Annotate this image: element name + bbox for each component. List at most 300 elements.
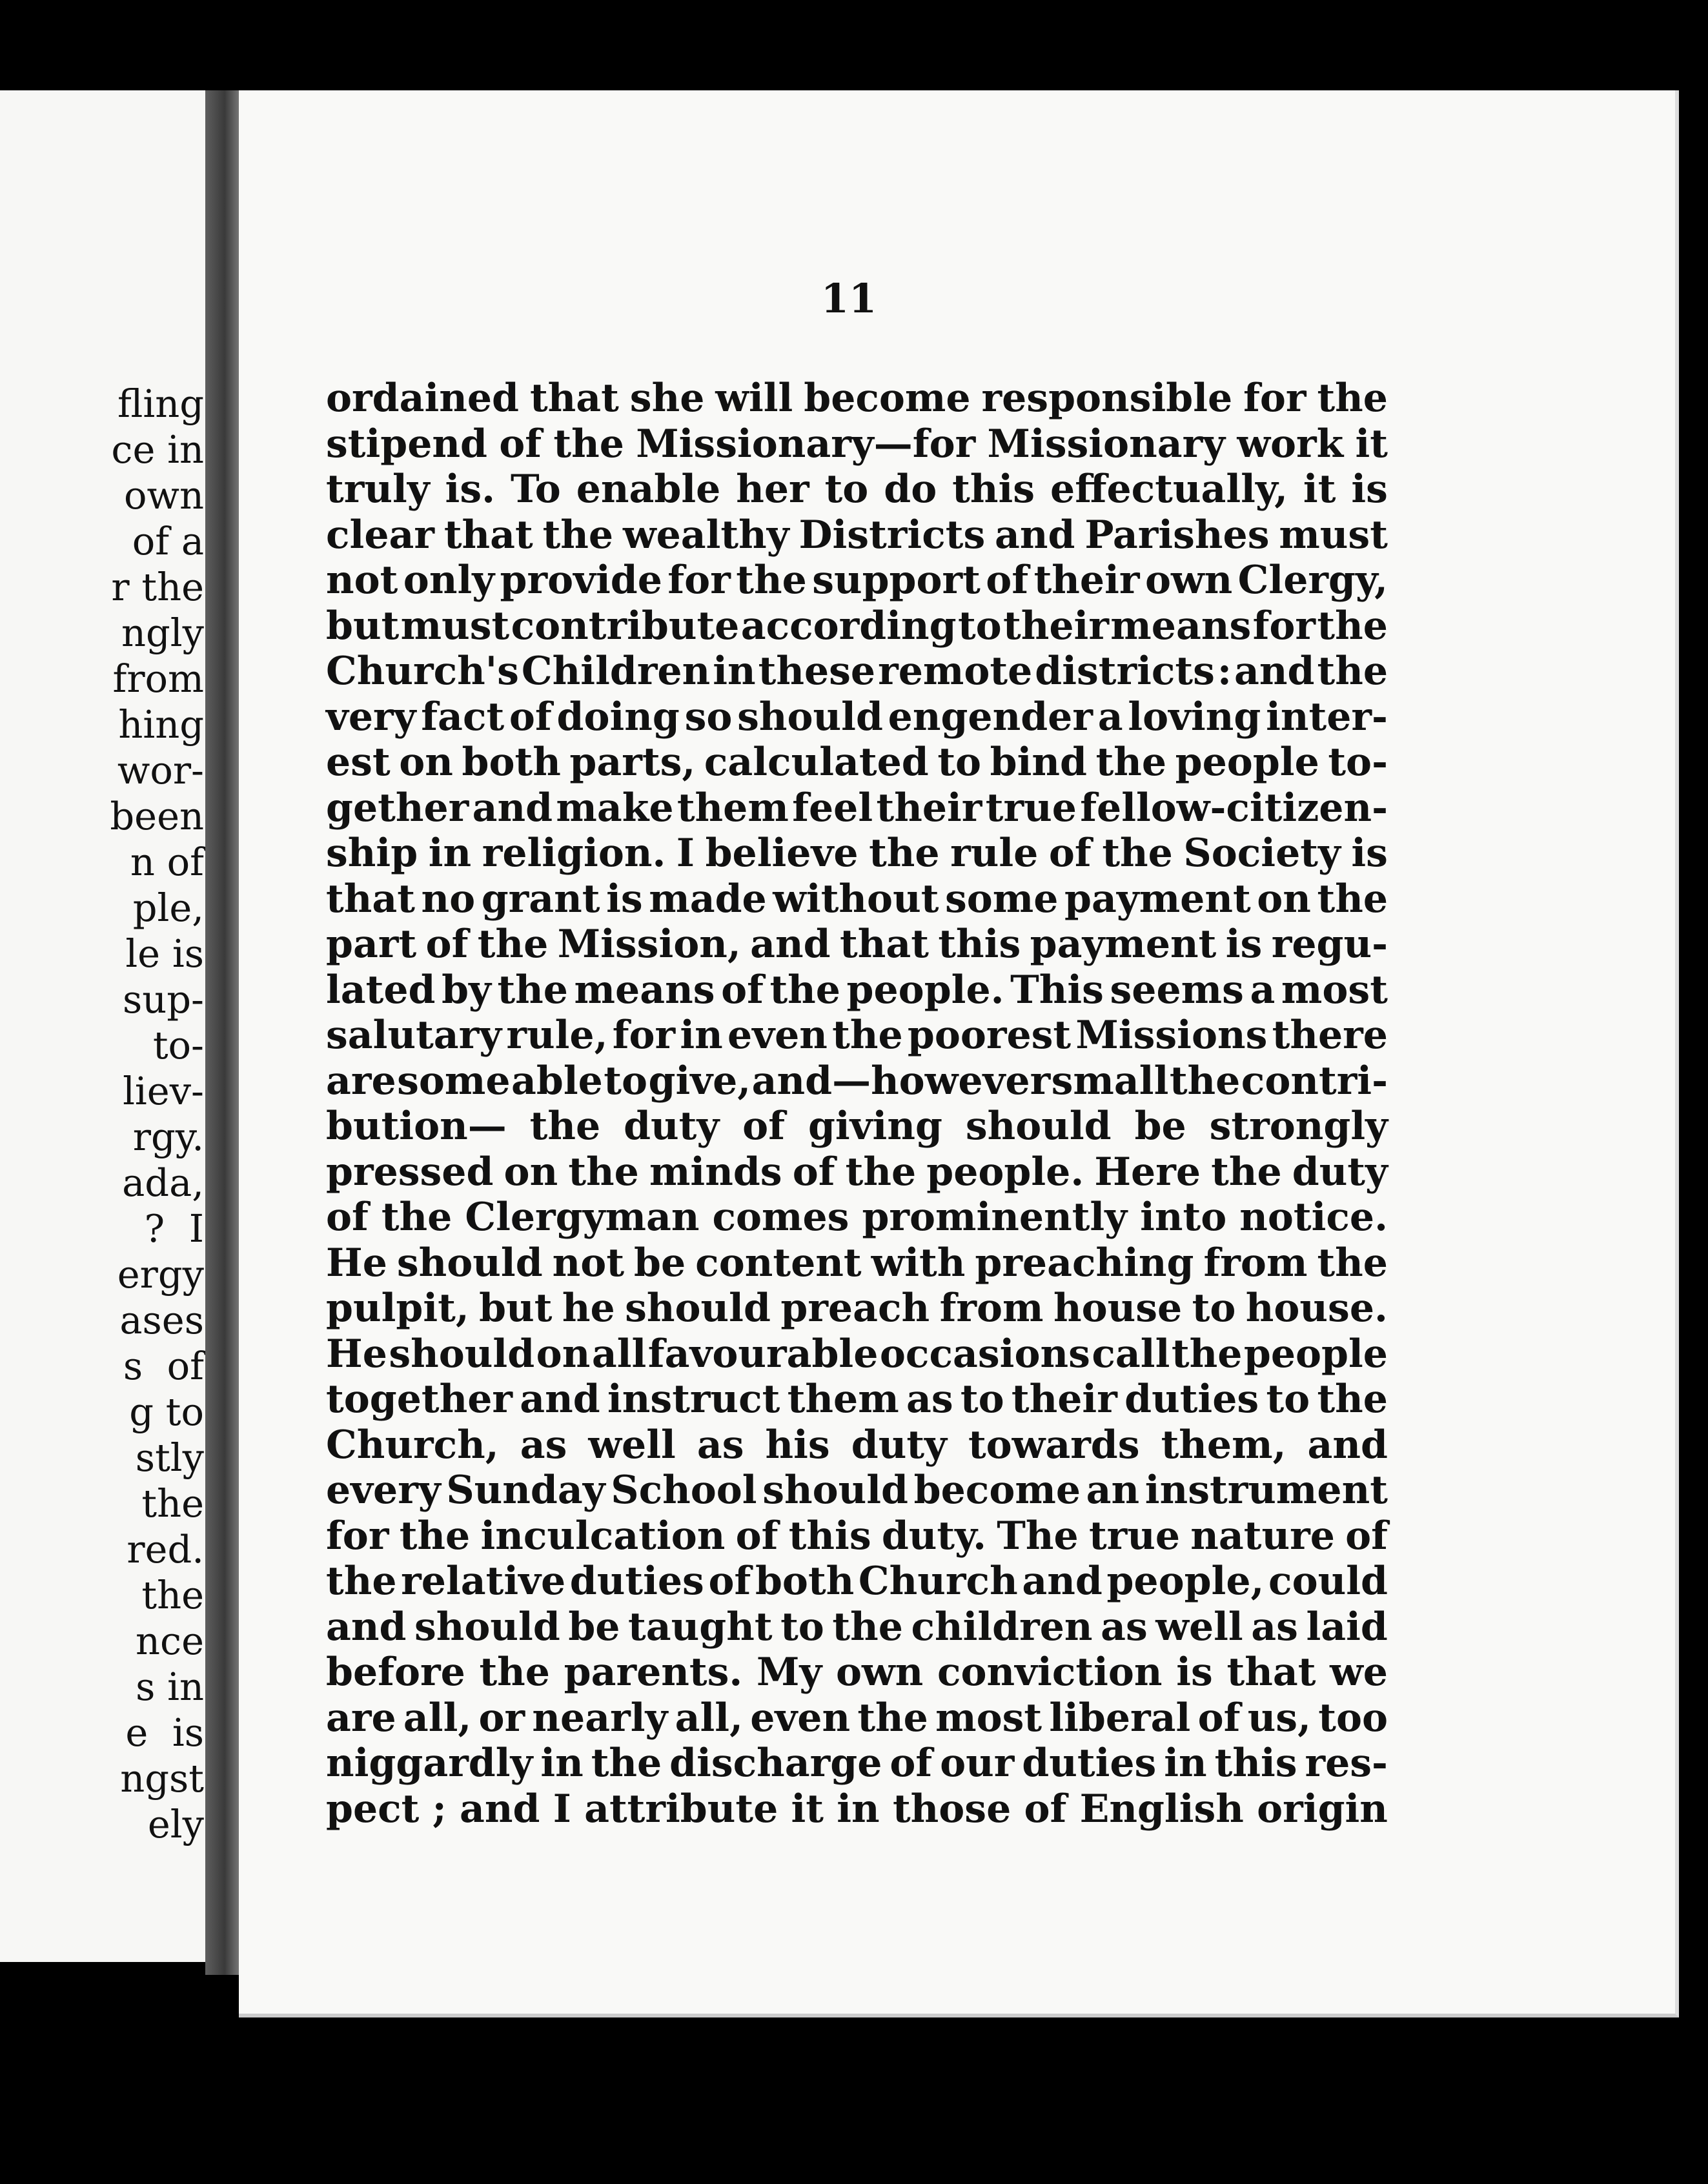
word: for [326, 1513, 389, 1559]
left-page-fragment-line: r the [111, 565, 204, 609]
word: our [940, 1741, 1015, 1786]
word: should [414, 1604, 560, 1650]
word: bution— [326, 1104, 507, 1149]
text-line [326, 1468, 1388, 1513]
word: preaching [975, 1240, 1194, 1286]
word: bind [990, 740, 1087, 785]
word: and [1022, 1559, 1103, 1604]
word: it [791, 1786, 824, 1832]
word: fellow-citizen- [1080, 785, 1388, 831]
word: duties [1124, 1377, 1259, 1422]
word: payment [1030, 922, 1217, 967]
word: the [1317, 1377, 1388, 1422]
word: pect [326, 1786, 420, 1832]
left-page-fragment-line: the [141, 1573, 204, 1617]
word: the [326, 1559, 397, 1604]
word: rule [950, 831, 1039, 876]
text-line [326, 876, 1388, 922]
word: as [1251, 1604, 1298, 1650]
word: the [869, 831, 940, 876]
word: the [1211, 1149, 1282, 1195]
text-line [326, 1513, 1388, 1559]
word: well [588, 1422, 676, 1468]
word: rule, [506, 1013, 608, 1058]
word: could [1268, 1559, 1388, 1604]
left-page [0, 90, 213, 1962]
word: should [625, 1286, 771, 1331]
text-line [326, 1013, 1388, 1058]
word: his [765, 1422, 830, 1468]
word: the [1102, 831, 1173, 876]
word: lated [326, 967, 436, 1013]
word: part [326, 922, 417, 967]
word: est [326, 740, 391, 785]
word: of [509, 694, 552, 740]
word: most [1281, 967, 1388, 1013]
word: of [986, 558, 1029, 603]
word: giving [808, 1104, 942, 1149]
word: for [667, 558, 731, 603]
text-line [326, 1422, 1388, 1468]
word: inculcation [480, 1513, 726, 1559]
word: the [769, 967, 840, 1013]
word: Mission, [557, 922, 741, 967]
text-line [326, 785, 1388, 831]
word: well [1155, 1604, 1243, 1650]
word: of [326, 1195, 369, 1240]
word: the [857, 1695, 928, 1741]
left-page-fragment-line: of a [132, 519, 204, 563]
text-line [326, 1650, 1388, 1695]
word: and [460, 1786, 540, 1832]
word: the [1169, 1058, 1241, 1104]
word: that [443, 512, 533, 558]
word: become [804, 376, 971, 421]
word: to [1192, 1286, 1236, 1331]
word: from [939, 1286, 1044, 1331]
word: there [1272, 1013, 1388, 1058]
word: the [568, 1149, 639, 1195]
word: remote [878, 649, 1033, 694]
word: some [397, 1058, 511, 1104]
word: their [1033, 558, 1140, 603]
word: Clergyman [465, 1195, 700, 1240]
text-line [326, 558, 1388, 603]
word: are [326, 1058, 396, 1104]
word: enable [576, 467, 721, 512]
word: calculated [704, 740, 929, 785]
word: laid [1306, 1604, 1388, 1650]
word: on [1257, 876, 1311, 922]
word: of [742, 1104, 786, 1149]
word: should [762, 1468, 909, 1513]
book-gutter [205, 90, 244, 1975]
word: of [890, 1741, 933, 1786]
word: we [1330, 1650, 1388, 1695]
word: the [845, 1149, 917, 1195]
word: should [737, 694, 883, 740]
left-page-fragment-line: ngly [121, 611, 204, 655]
text-line [326, 376, 1388, 421]
word: Missions [1075, 1013, 1268, 1058]
word: both [755, 1559, 855, 1604]
word: without [773, 876, 939, 922]
word: This [1010, 967, 1104, 1013]
text-line [326, 922, 1388, 967]
word: should [396, 1240, 543, 1286]
word: the [1095, 740, 1167, 785]
word: and [326, 1604, 407, 1650]
word: means [574, 967, 715, 1013]
word: the [529, 1104, 601, 1149]
text-line [326, 1058, 1388, 1104]
word: will [715, 376, 793, 421]
left-page-fragment-line: the [141, 1481, 204, 1526]
word: in [428, 831, 472, 876]
word: for [1252, 603, 1316, 649]
word: the [1317, 876, 1388, 922]
word: on [399, 740, 453, 785]
word: it [1355, 421, 1388, 467]
word: liberal [1049, 1695, 1191, 1741]
word: should [389, 1331, 535, 1377]
word: to [824, 467, 869, 512]
word: engender [888, 694, 1093, 740]
word: their [1003, 603, 1109, 649]
word: of [708, 1559, 751, 1604]
word: able [511, 1058, 603, 1104]
word: the [1317, 603, 1388, 649]
left-page-fragment-line: nce [136, 1619, 204, 1663]
word: ship [326, 831, 418, 876]
word: from [1203, 1240, 1308, 1286]
word: of [721, 967, 764, 1013]
word: preach [780, 1286, 930, 1331]
text-line [326, 1559, 1388, 1604]
word: duties [1022, 1741, 1157, 1786]
word: that [840, 922, 929, 967]
word: duty [624, 1104, 720, 1149]
left-page-fragment-line: hing [118, 702, 204, 747]
word: not [326, 558, 398, 603]
word: the [477, 922, 549, 967]
text-line [326, 1377, 1388, 1422]
word: even [727, 1013, 828, 1058]
word: on [503, 1149, 558, 1195]
word: districts [1035, 649, 1215, 694]
text-line [326, 740, 1388, 785]
word: children [911, 1604, 1093, 1650]
word: prominently [862, 1195, 1128, 1240]
word: so [684, 694, 733, 740]
word: is [1351, 467, 1388, 512]
word: of [792, 1149, 835, 1195]
word: niggardly [326, 1741, 533, 1786]
word: not [552, 1240, 625, 1286]
word: this [938, 922, 1021, 967]
word: feel [792, 785, 873, 831]
word: their [876, 785, 982, 831]
left-page-fragment-line: to- [152, 1023, 204, 1067]
word: Parishes [1084, 512, 1270, 558]
word: a [1250, 967, 1276, 1013]
word: together [326, 1377, 513, 1422]
word: instruct [607, 1377, 780, 1422]
left-page-fragment-line: s in [136, 1664, 204, 1709]
word: loving [1128, 694, 1261, 740]
word: duty. [881, 1513, 987, 1559]
word: wealthy [622, 512, 789, 558]
text-line [326, 1695, 1388, 1741]
page-number: 11 [820, 275, 877, 322]
left-page-fragment-line: liev- [123, 1069, 204, 1113]
word: house. [1245, 1286, 1388, 1331]
word: English [1079, 1786, 1244, 1832]
word: their [1011, 1377, 1117, 1422]
word: of [1024, 1786, 1067, 1832]
word: us, [1247, 1695, 1311, 1741]
word: the [1317, 376, 1388, 421]
left-page-fragment-line: ergy [117, 1252, 204, 1297]
left-page-fragment-line: from [112, 656, 204, 701]
word: ; [432, 1786, 447, 1832]
word: nearly [532, 1695, 668, 1741]
word: the [1317, 649, 1388, 694]
word: that [1226, 1650, 1316, 1695]
word: stipend [326, 421, 487, 467]
word: of [735, 1513, 778, 1559]
text-line [326, 694, 1388, 740]
word: fact [421, 694, 505, 740]
word: this [1214, 1741, 1297, 1786]
word: To [510, 467, 561, 512]
word: in [680, 1013, 723, 1058]
text-line [326, 467, 1388, 512]
word: people. [926, 1149, 1084, 1195]
word: doing [556, 694, 680, 740]
text-line [326, 1149, 1388, 1195]
word: effectually, [1050, 467, 1288, 512]
word: ordained [326, 376, 520, 421]
word: with [871, 1240, 966, 1286]
left-page-fragment-line: ely [147, 1802, 204, 1846]
word: support [812, 558, 981, 603]
word: poorest [907, 1013, 1072, 1058]
left-page-fragment-line: rgy. [132, 1115, 204, 1159]
word: religion. [482, 831, 666, 876]
left-page-fragment-line: le is [125, 931, 204, 976]
word: made [649, 876, 767, 922]
word: own [835, 1650, 924, 1695]
word: very [326, 694, 416, 740]
word: to [960, 1377, 1004, 1422]
left-page-fragment-line: ada, [122, 1160, 204, 1205]
word: all, [675, 1695, 743, 1741]
text-line [326, 1286, 1388, 1331]
word: and [520, 1377, 600, 1422]
word: the [832, 1604, 903, 1650]
left-page-fragment-line: own [123, 473, 204, 518]
word: Church's [326, 649, 519, 694]
word: grant [481, 876, 600, 922]
word: origin [1257, 1786, 1388, 1832]
word: her [736, 467, 809, 512]
word: be [634, 1240, 686, 1286]
word: as [520, 1422, 567, 1468]
word: truly [326, 467, 430, 512]
word: do [884, 467, 937, 512]
word: believe [705, 831, 859, 876]
left-page-fragment-line: red. [127, 1527, 204, 1572]
word: own [1144, 558, 1233, 603]
left-page-fragment-line: s of [123, 1344, 204, 1388]
word: both [462, 740, 561, 785]
word: inter- [1266, 694, 1388, 740]
word: parts, [569, 740, 696, 785]
word: Missionary—for [636, 421, 976, 467]
word: My [757, 1650, 822, 1695]
word: no [421, 876, 476, 922]
word: Districts [798, 512, 986, 558]
word: instrument [1144, 1468, 1388, 1513]
word: duty [1292, 1149, 1388, 1195]
word: regu- [1271, 922, 1388, 967]
word: but [326, 603, 400, 649]
word: Society [1183, 831, 1341, 876]
word: Sunday [446, 1468, 605, 1513]
word: of [1197, 1695, 1241, 1741]
word: is [606, 876, 643, 922]
word: an [1086, 1468, 1140, 1513]
word: for [612, 1013, 676, 1058]
text-line [326, 1195, 1388, 1240]
word: must [1279, 512, 1388, 558]
word: provide [500, 558, 662, 603]
word: in [540, 1741, 584, 1786]
word: conviction [937, 1650, 1163, 1695]
left-page-fragment-line: sup- [123, 977, 204, 1022]
word: to [957, 603, 1002, 649]
word: in [713, 649, 756, 694]
word: to- [1328, 740, 1388, 785]
word: according [740, 603, 957, 649]
word: contribute [511, 603, 740, 649]
word: duties [569, 1559, 704, 1604]
word: or [478, 1695, 525, 1741]
word: to [604, 1058, 648, 1104]
left-page-fragment-line: g to [129, 1390, 204, 1434]
word: the [736, 558, 807, 603]
word: into [1140, 1195, 1227, 1240]
word: a [1097, 694, 1123, 740]
word: work [1237, 421, 1344, 467]
word: the [553, 421, 624, 467]
word: Here [1094, 1149, 1201, 1195]
word: Clergy, [1237, 558, 1388, 603]
word: for [1243, 376, 1306, 421]
body-text [326, 376, 1388, 1832]
word: these [758, 649, 876, 694]
word: must [400, 603, 510, 649]
word: it [1303, 467, 1336, 512]
word: the [399, 1513, 471, 1559]
word: every [326, 1468, 441, 1513]
word: as [696, 1422, 744, 1468]
left-page-fragment-line: been [110, 794, 204, 838]
word: that [326, 876, 415, 922]
left-page-fragment-line: n of [130, 840, 204, 884]
left-page-fragment-line: ngst [120, 1756, 204, 1801]
word: responsible [981, 376, 1233, 421]
word: but [479, 1286, 553, 1331]
left-page-fragment-line: ce in [111, 427, 204, 472]
left-page-fragment-line: e is [125, 1710, 204, 1755]
word: people. [846, 967, 1004, 1013]
word: occasions [879, 1331, 1090, 1377]
word: even [750, 1695, 851, 1741]
word: and [1234, 649, 1315, 694]
text-line [326, 1104, 1388, 1149]
word: in [1164, 1741, 1207, 1786]
word: Church, [326, 1422, 499, 1468]
word: clear [326, 512, 434, 558]
word: before [326, 1650, 465, 1695]
word: as [906, 1377, 953, 1422]
word: pulpit, [326, 1286, 469, 1331]
word: call [1092, 1331, 1170, 1377]
text-line [326, 421, 1388, 467]
text-line [326, 512, 1388, 558]
word: make [556, 785, 674, 831]
word: content [695, 1240, 862, 1286]
word: too [1318, 1695, 1388, 1741]
word: house [1053, 1286, 1183, 1331]
word: res- [1305, 1741, 1388, 1786]
text-line [326, 1741, 1388, 1786]
word: He [326, 1331, 387, 1377]
text-line [326, 603, 1388, 649]
word: most [935, 1695, 1042, 1741]
word: duty [851, 1422, 947, 1468]
left-page-fragment-line: stly [135, 1435, 204, 1480]
word: : [1217, 649, 1232, 694]
word: she [629, 376, 705, 421]
word: the [1171, 1331, 1243, 1377]
word: the [479, 1650, 550, 1695]
word: relative [401, 1559, 566, 1604]
text-line [326, 1786, 1388, 1832]
text-line [326, 831, 1388, 876]
word: towards [968, 1422, 1140, 1468]
word: is [1351, 831, 1388, 876]
word: are [326, 1695, 396, 1741]
left-page-fragment-line: ? I [144, 1206, 204, 1251]
word: should [965, 1104, 1112, 1149]
word: I [553, 1786, 571, 1832]
word: taught [628, 1604, 773, 1650]
word: The [997, 1513, 1079, 1559]
word: those [892, 1786, 1012, 1832]
word: true [985, 785, 1077, 831]
word: seems [1110, 967, 1244, 1013]
word: School [611, 1468, 757, 1513]
word: and [995, 512, 1075, 558]
word: this [788, 1513, 871, 1559]
word: people [1175, 740, 1319, 785]
word: on [536, 1331, 591, 1377]
left-page-fragment-line: fling [117, 381, 204, 426]
word: minds [649, 1149, 782, 1195]
